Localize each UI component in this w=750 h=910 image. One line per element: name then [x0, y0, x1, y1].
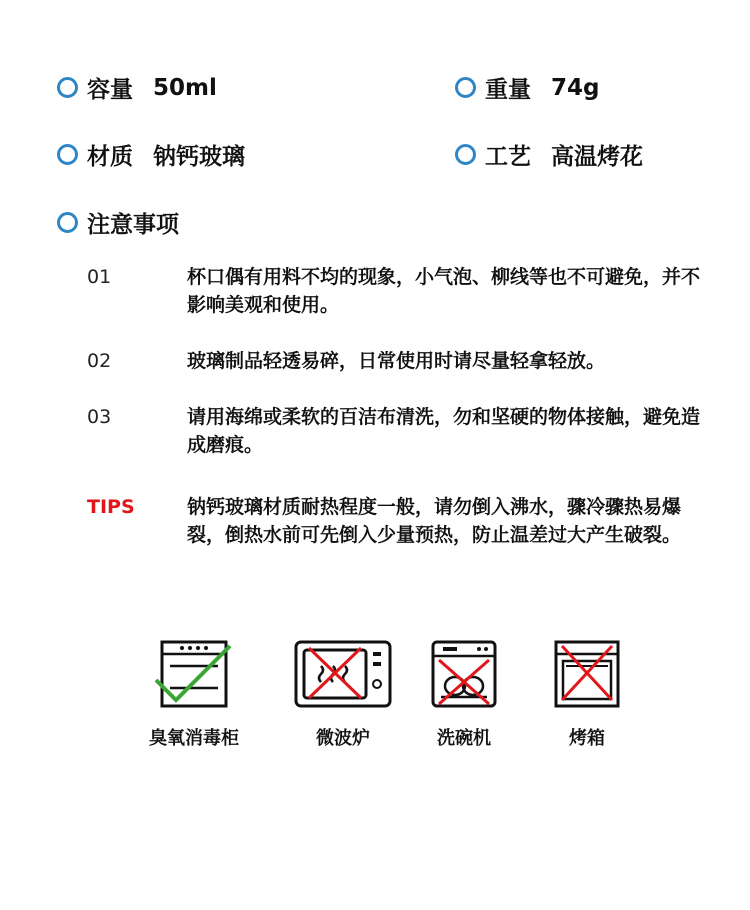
note-item-03 — [87, 403, 717, 459]
spec-material — [57, 138, 245, 171]
appliance-disinfection-cabinet — [134, 640, 254, 750]
note-number-tips: TIPS — [87, 496, 135, 518]
note-number: 01 — [87, 266, 112, 288]
spec-label: 工艺 — [485, 144, 531, 170]
note-text: 钠钙玻璃材质耐热程度一般，请勿倒入沸水，骤冷骤热易爆裂，倒热水前可先倒入少量预热，防止温差过大产生破裂。 — [187, 496, 682, 546]
appliance-label: 烤箱 — [569, 728, 605, 749]
circle-bullet-icon — [57, 212, 78, 233]
notes-heading — [57, 206, 179, 239]
cross-icon — [309, 648, 361, 698]
note-text: 杯口偶有用料不均的现象，小气泡、柳线等也不可避免，并不影响美观和使用。 — [187, 266, 701, 316]
circle-bullet-icon — [57, 77, 78, 98]
notes-heading-text: 注意事项 — [87, 212, 179, 238]
dishwasher-icon — [429, 640, 499, 710]
note-item-tips — [87, 493, 717, 549]
note-number: 02 — [87, 350, 112, 372]
circle-bullet-icon — [455, 77, 476, 98]
spec-label: 材质 — [87, 144, 133, 170]
appliance-oven — [527, 640, 647, 750]
circle-bullet-icon — [57, 144, 78, 165]
note-item-02 — [87, 347, 717, 375]
spec-value: 50ml — [153, 74, 217, 101]
note-text: 请用海绵或柔软的百洁布清洗，勿和坚硬的物体接触，避免造成磨痕。 — [187, 406, 701, 456]
spec-label: 重量 — [485, 77, 531, 103]
spec-weight — [455, 71, 599, 104]
note-text: 玻璃制品轻透易碎，日常使用时请尽量轻拿轻放。 — [187, 350, 606, 372]
spec-craft — [455, 138, 643, 171]
appliance-label: 微波炉 — [316, 728, 370, 749]
circle-bullet-icon — [455, 144, 476, 165]
spec-capacity — [57, 71, 217, 104]
note-number: 03 — [87, 406, 112, 428]
appliance-dishwasher — [404, 640, 524, 750]
oven-icon — [552, 640, 622, 710]
microwave-icon — [293, 640, 393, 710]
spec-value: 74g — [551, 74, 600, 101]
note-item-01 — [87, 263, 717, 319]
appliance-label: 臭氧消毒柜 — [149, 728, 239, 749]
disinfection-cabinet-icon — [154, 640, 234, 710]
appliance-label: 洗碗机 — [437, 728, 491, 749]
spec-value: 高温烤花 — [551, 144, 643, 170]
appliance-microwave — [283, 640, 403, 750]
spec-value: 钠钙玻璃 — [153, 144, 245, 170]
spec-label: 容量 — [87, 77, 133, 103]
